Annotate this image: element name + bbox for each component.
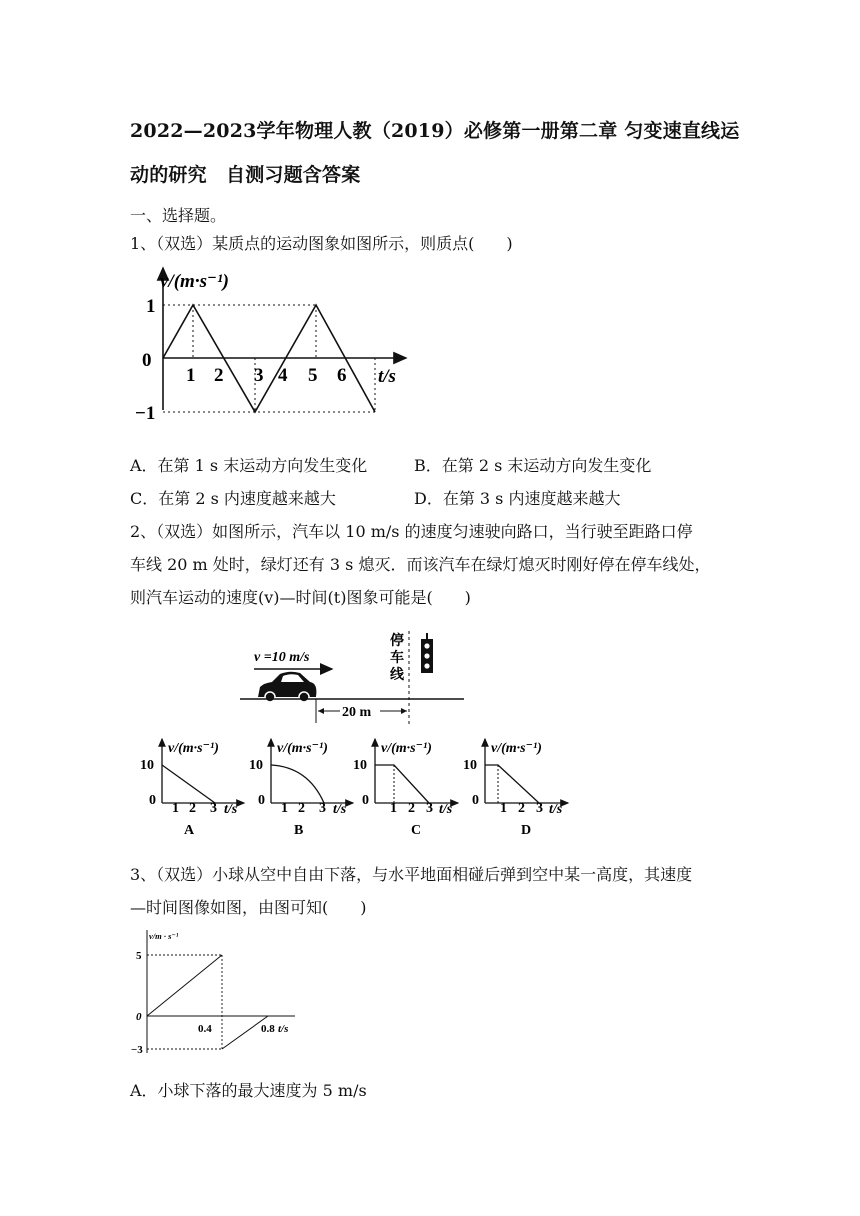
q2-option-graphs <box>138 735 598 845</box>
q3-stem-line1: 3、（双选）小球从空中自由下落，与水平地面相碰后弹到空中某一高度，其速度 <box>130 865 693 884</box>
svg-text:2: 2 <box>189 801 196 816</box>
svg-text:2: 2 <box>408 801 415 816</box>
svg-text:10: 10 <box>140 758 154 773</box>
q2-stem-line3: 则汽车运动的速度(v)—时间(t)图象可能是( ) <box>130 588 471 607</box>
q2-stem-line1: 2、（双选）如图所示，汽车以 10 m/s 的速度匀速驶向路口，当行驶至距路口停 <box>130 522 693 541</box>
svg-text:0: 0 <box>362 793 369 808</box>
q2-graph-a <box>140 739 244 838</box>
svg-text:10: 10 <box>353 758 367 773</box>
svg-text:6: 6 <box>337 365 347 386</box>
svg-text:v/(m·s⁻¹): v/(m·s⁻¹) <box>491 741 542 756</box>
svg-text:0: 0 <box>149 793 156 808</box>
svg-text:−1: −1 <box>135 403 156 422</box>
svg-text:3: 3 <box>319 801 326 816</box>
q2-graph-d-label: D <box>521 823 532 838</box>
q1-vt-graph <box>130 262 420 422</box>
svg-text:4: 4 <box>278 365 288 386</box>
svg-text:0.8: 0.8 <box>261 1023 275 1035</box>
q1-stem: 1、（双选）某质点的运动图象如图所示，则质点( ) <box>130 234 513 253</box>
svg-text:t/s: t/s <box>278 1023 289 1035</box>
q2-road-scene <box>240 625 470 725</box>
svg-text:0.4: 0.4 <box>198 1023 212 1035</box>
car-icon <box>258 672 316 702</box>
svg-text:1: 1 <box>186 365 196 386</box>
q1-ylabel: v/(m·s⁻¹) <box>160 271 230 292</box>
q2-speed-label: v =10 m/s <box>254 650 310 665</box>
q1-option-a: A．在第 1 s 末运动方向发生变化 <box>130 456 368 475</box>
svg-text:−3: −3 <box>131 1044 143 1056</box>
svg-text:车: 车 <box>390 651 404 666</box>
q2-graph-c <box>353 739 458 838</box>
svg-text:t/s: t/s <box>224 802 238 817</box>
q1-option-c: C．在第 2 s 内速度越来越大 <box>130 489 336 508</box>
q2-graph-b <box>249 739 353 838</box>
svg-text:1: 1 <box>390 801 397 816</box>
q1-option-b: B．在第 2 s 末运动方向发生变化 <box>414 456 652 475</box>
q2-graph-b-label: B <box>294 823 304 838</box>
q3-option-a: A．小球下落的最大速度为 5 m/s <box>130 1081 367 1100</box>
svg-text:2: 2 <box>214 365 224 386</box>
section-heading: 一、选择题。 <box>130 206 227 225</box>
svg-text:1: 1 <box>281 801 288 816</box>
svg-text:10: 10 <box>249 758 263 773</box>
svg-text:t/s: t/s <box>333 802 347 817</box>
page-title-line1: 2022—2023学年物理人教（2019）必修第一册第二章 匀变速直线运 <box>130 120 740 142</box>
svg-text:v/(m·s⁻¹): v/(m·s⁻¹) <box>381 741 432 756</box>
svg-text:t/s: t/s <box>439 802 453 817</box>
svg-text:线: 线 <box>390 668 404 683</box>
svg-text:3: 3 <box>536 801 543 816</box>
svg-text:1: 1 <box>172 801 179 816</box>
svg-text:0: 0 <box>142 350 152 371</box>
traffic-light-icon <box>421 633 433 673</box>
svg-text:3: 3 <box>210 801 217 816</box>
svg-text:v/(m·s⁻¹): v/(m·s⁻¹) <box>277 741 328 756</box>
svg-text:2: 2 <box>298 801 305 816</box>
svg-text:停: 停 <box>390 634 404 649</box>
svg-text:0: 0 <box>258 793 265 808</box>
svg-text:1: 1 <box>500 801 507 816</box>
q3-ylabel: v/m · s⁻¹ <box>149 931 179 941</box>
page-title-line2: 动的研究 自测习题含答案 <box>130 164 361 186</box>
svg-text:0: 0 <box>136 1011 142 1023</box>
q2-graph-a-label: A <box>184 823 195 838</box>
svg-text:2: 2 <box>518 801 525 816</box>
q2-stem-line2: 车线 20 m 处时，绿灯还有 3 s 熄灭．而该汽车在绿灯熄灭时刚好停在停车线处， <box>130 555 711 574</box>
svg-text:5: 5 <box>136 950 142 962</box>
svg-text:10: 10 <box>463 758 477 773</box>
svg-text:v/(m·s⁻¹): v/(m·s⁻¹) <box>168 741 219 756</box>
svg-text:t/s: t/s <box>549 802 563 817</box>
svg-text:3: 3 <box>254 365 264 386</box>
q3-vt-graph <box>130 928 310 1058</box>
svg-text:5: 5 <box>308 365 318 386</box>
svg-text:1: 1 <box>146 296 156 317</box>
q2-graph-c-label: C <box>411 823 422 838</box>
q2-graph-d <box>463 739 568 838</box>
q2-distance-label: 20 m <box>342 705 372 720</box>
q3-stem-line2: —时间图像如图，由图可知( ) <box>130 898 367 917</box>
svg-text:3: 3 <box>426 801 433 816</box>
q1-xlabel: t/s <box>378 366 396 387</box>
q1-option-d: D．在第 3 s 内速度越来越大 <box>414 489 621 508</box>
svg-text:0: 0 <box>472 793 479 808</box>
